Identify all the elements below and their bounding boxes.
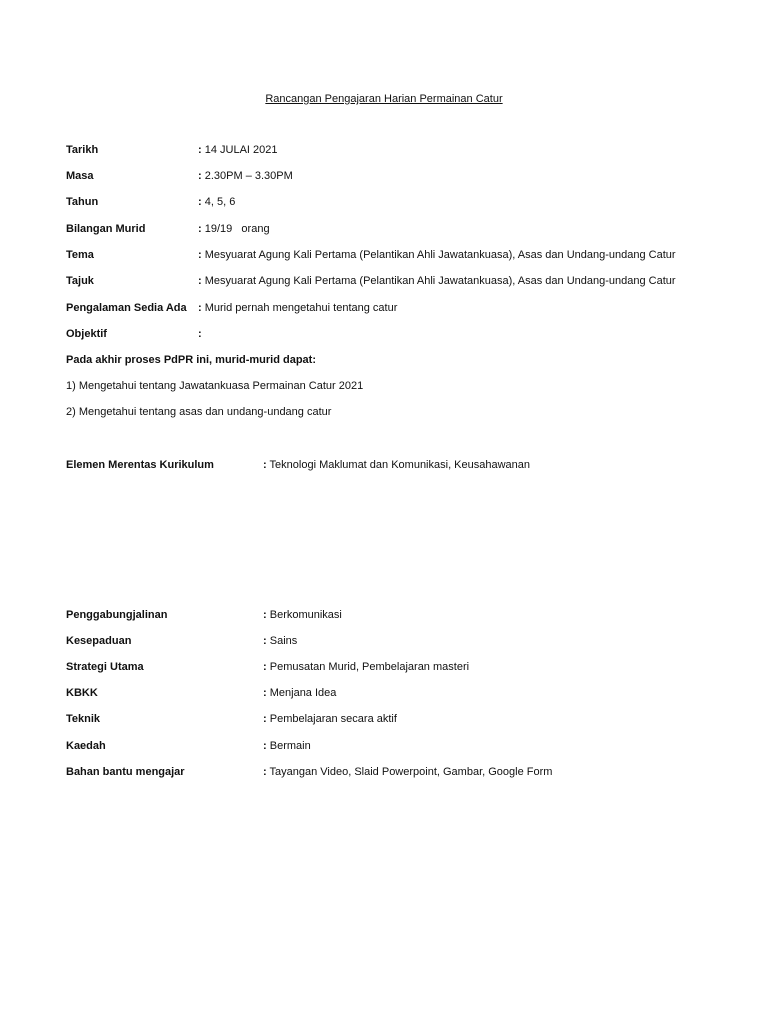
field-label: Objektif [66, 328, 107, 340]
field-label: Tahun [66, 196, 99, 208]
field-value: : Berkomunikasi [263, 609, 342, 621]
field-label: Penggabungjalinan [66, 609, 168, 621]
field-label: Kesepaduan [66, 635, 132, 647]
objective-intro: Pada akhir proses PdPR ini, murid-murid dapat: [66, 354, 316, 366]
field-label: Bahan bantu mengajar [66, 766, 185, 778]
field-value: : Sains [263, 635, 298, 647]
field-value: : 14 JULAI 2021 [198, 144, 278, 156]
field-value: : Bermain [263, 740, 311, 752]
field-label: Teknik [66, 713, 101, 725]
field-label: Masa [66, 170, 94, 182]
field-value: : Pemusatan Murid, Pembelajaran masteri [263, 661, 470, 673]
field-label: Bilangan Murid [66, 223, 146, 235]
field-value: : Mesyuarat Agung Kali Pertama (Pelantikan Ahli Jawatankuasa), Asas dan Undang-undang Catur [198, 249, 676, 261]
field-value: : Pembelajaran secara aktif [263, 713, 397, 725]
field-value: : Mesyuarat Agung Kali Pertama (Pelantikan Ahli Jawatankuasa), Asas dan Undang-undang Catur [198, 275, 676, 287]
field-value: : 19/19 orang [198, 223, 270, 235]
field-value: : Teknologi Maklumat dan Komunikasi, Keusahawanan [263, 459, 531, 471]
field-label: Kaedah [66, 740, 106, 752]
field-label: KBKK [66, 687, 98, 699]
field-label: Tarikh [66, 144, 99, 156]
document-title: Rancangan Pengajaran Harian Permainan Catur [265, 93, 503, 105]
field-label: Tajuk [66, 275, 94, 287]
field-value: : Menjana Idea [263, 687, 337, 699]
field-label: Elemen Merentas Kurikulum [66, 459, 214, 471]
field-label: Strategi Utama [66, 661, 144, 673]
field-value: : Murid pernah mengetahui tentang catur [198, 302, 398, 314]
field-value: : Tayangan Video, Slaid Powerpoint, Gambar, Google Form [263, 766, 553, 778]
objective-item: 1) Mengetahui tentang Jawatankuasa Permainan Catur 2021 [66, 380, 364, 392]
field-label: Pengalaman Sedia Ada [66, 302, 187, 314]
field-value: : 2.30PM – 3.30PM [198, 170, 293, 182]
objective-item: 2) Mengetahui tentang asas dan undang-undang catur [66, 406, 332, 418]
field-label: Tema [66, 249, 94, 261]
field-value: : 4, 5, 6 [198, 196, 236, 208]
field-value: : [198, 328, 202, 340]
